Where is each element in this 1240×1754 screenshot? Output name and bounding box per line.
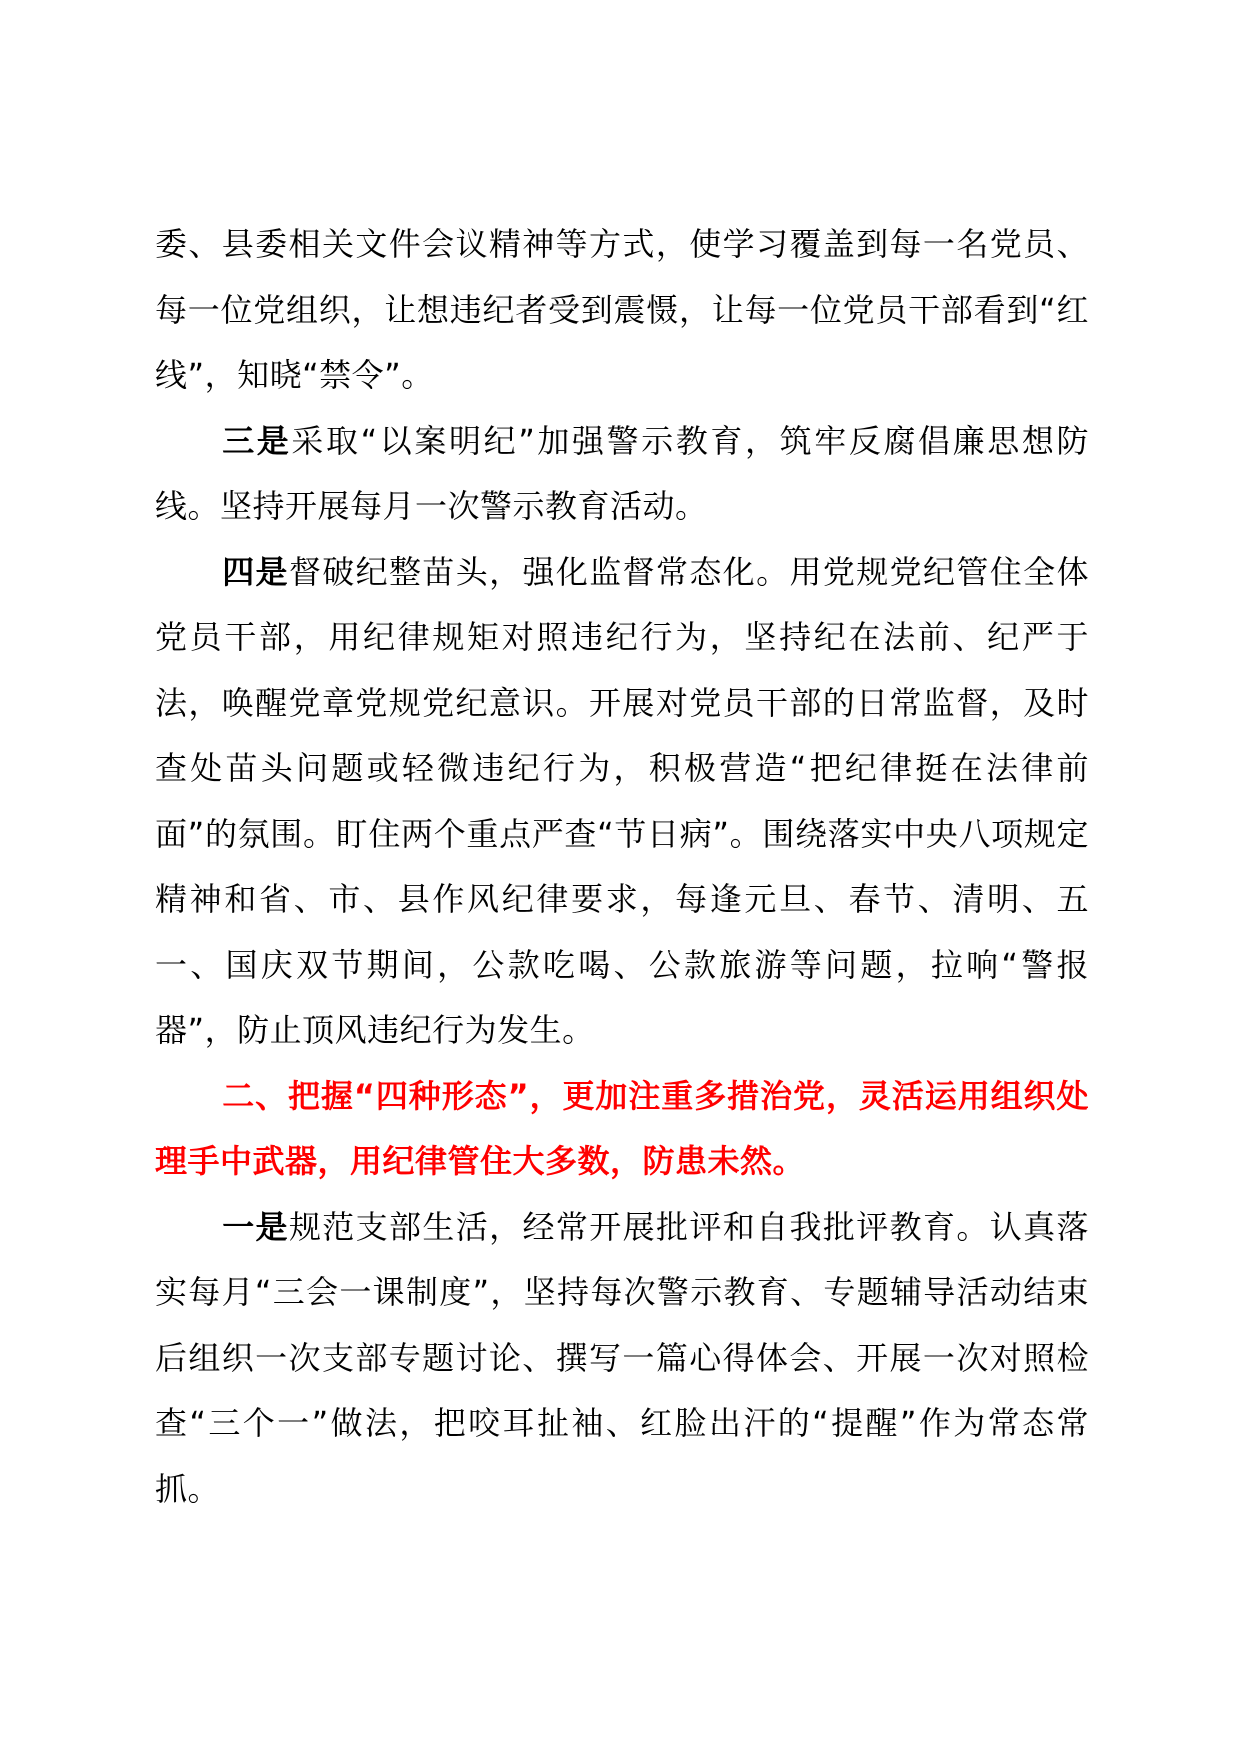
paragraph-text: 督破纪整苗头，强化监督常态化。用党规党纪管住全体党员干部，用纪律规矩对照违纪行为，坚持纪在法前、纪严于法，唤醒党章党规党纪意识。开展对党员干部的日常监督，及时查处苗头问题或轻微违纪行为，积极营造“把纪律挺在法律前面”的氛围。盯住两个重点严查“节日病”。围绕落实中央八项规定精神和省、市、县作风纪律要求，每逢元旦、春节、清明、五一、国庆双节期间，公款吃喝、公款旅游等问题，拉响“警报器”，防止顶风违纪行为发生。 [155, 552, 1089, 1049]
paragraph-point-three [155, 409, 1089, 540]
paragraph-text: 采取“以案明纪”加强警示教育，筑牢反腐倡廉思想防线。坚持开展每月一次警示教育活动。 [155, 421, 1089, 525]
paragraph-lead: 三是 [222, 421, 292, 460]
paragraph-text: 委、县委相关文件会议精神等方式，使学习覆盖到每一名党员、每一位党组织，让想违纪者受到震慑，让每一位党员干部看到“红线”，知晓“禁令”。 [155, 225, 1089, 394]
paragraph-text: 规范支部生活，经常开展批评和自我批评教育。认真落实每月“三会一课制度”，坚持每次警示教育、专题辅导活动结束后组织一次支部专题讨论、撰写一篇心得体会、开展一次对照检查“三个一”做法，把咬耳扯袖、红脸出汗的“提醒”作为常态常抓。 [155, 1207, 1089, 1508]
document-page [155, 212, 1089, 1522]
paragraph-point-four [155, 540, 1089, 1064]
paragraph-lead: 一是 [222, 1207, 289, 1246]
paragraph-point-one [155, 1195, 1089, 1523]
paragraph-lead: 四是 [222, 552, 289, 591]
paragraph-continued [155, 212, 1089, 409]
section-heading [155, 1064, 1089, 1195]
section-heading-text: 二、把握“四种形态”，更加注重多措治党，灵活运用组织处理手中武器，用纪律管住大多数，防患未然。 [155, 1076, 1089, 1180]
